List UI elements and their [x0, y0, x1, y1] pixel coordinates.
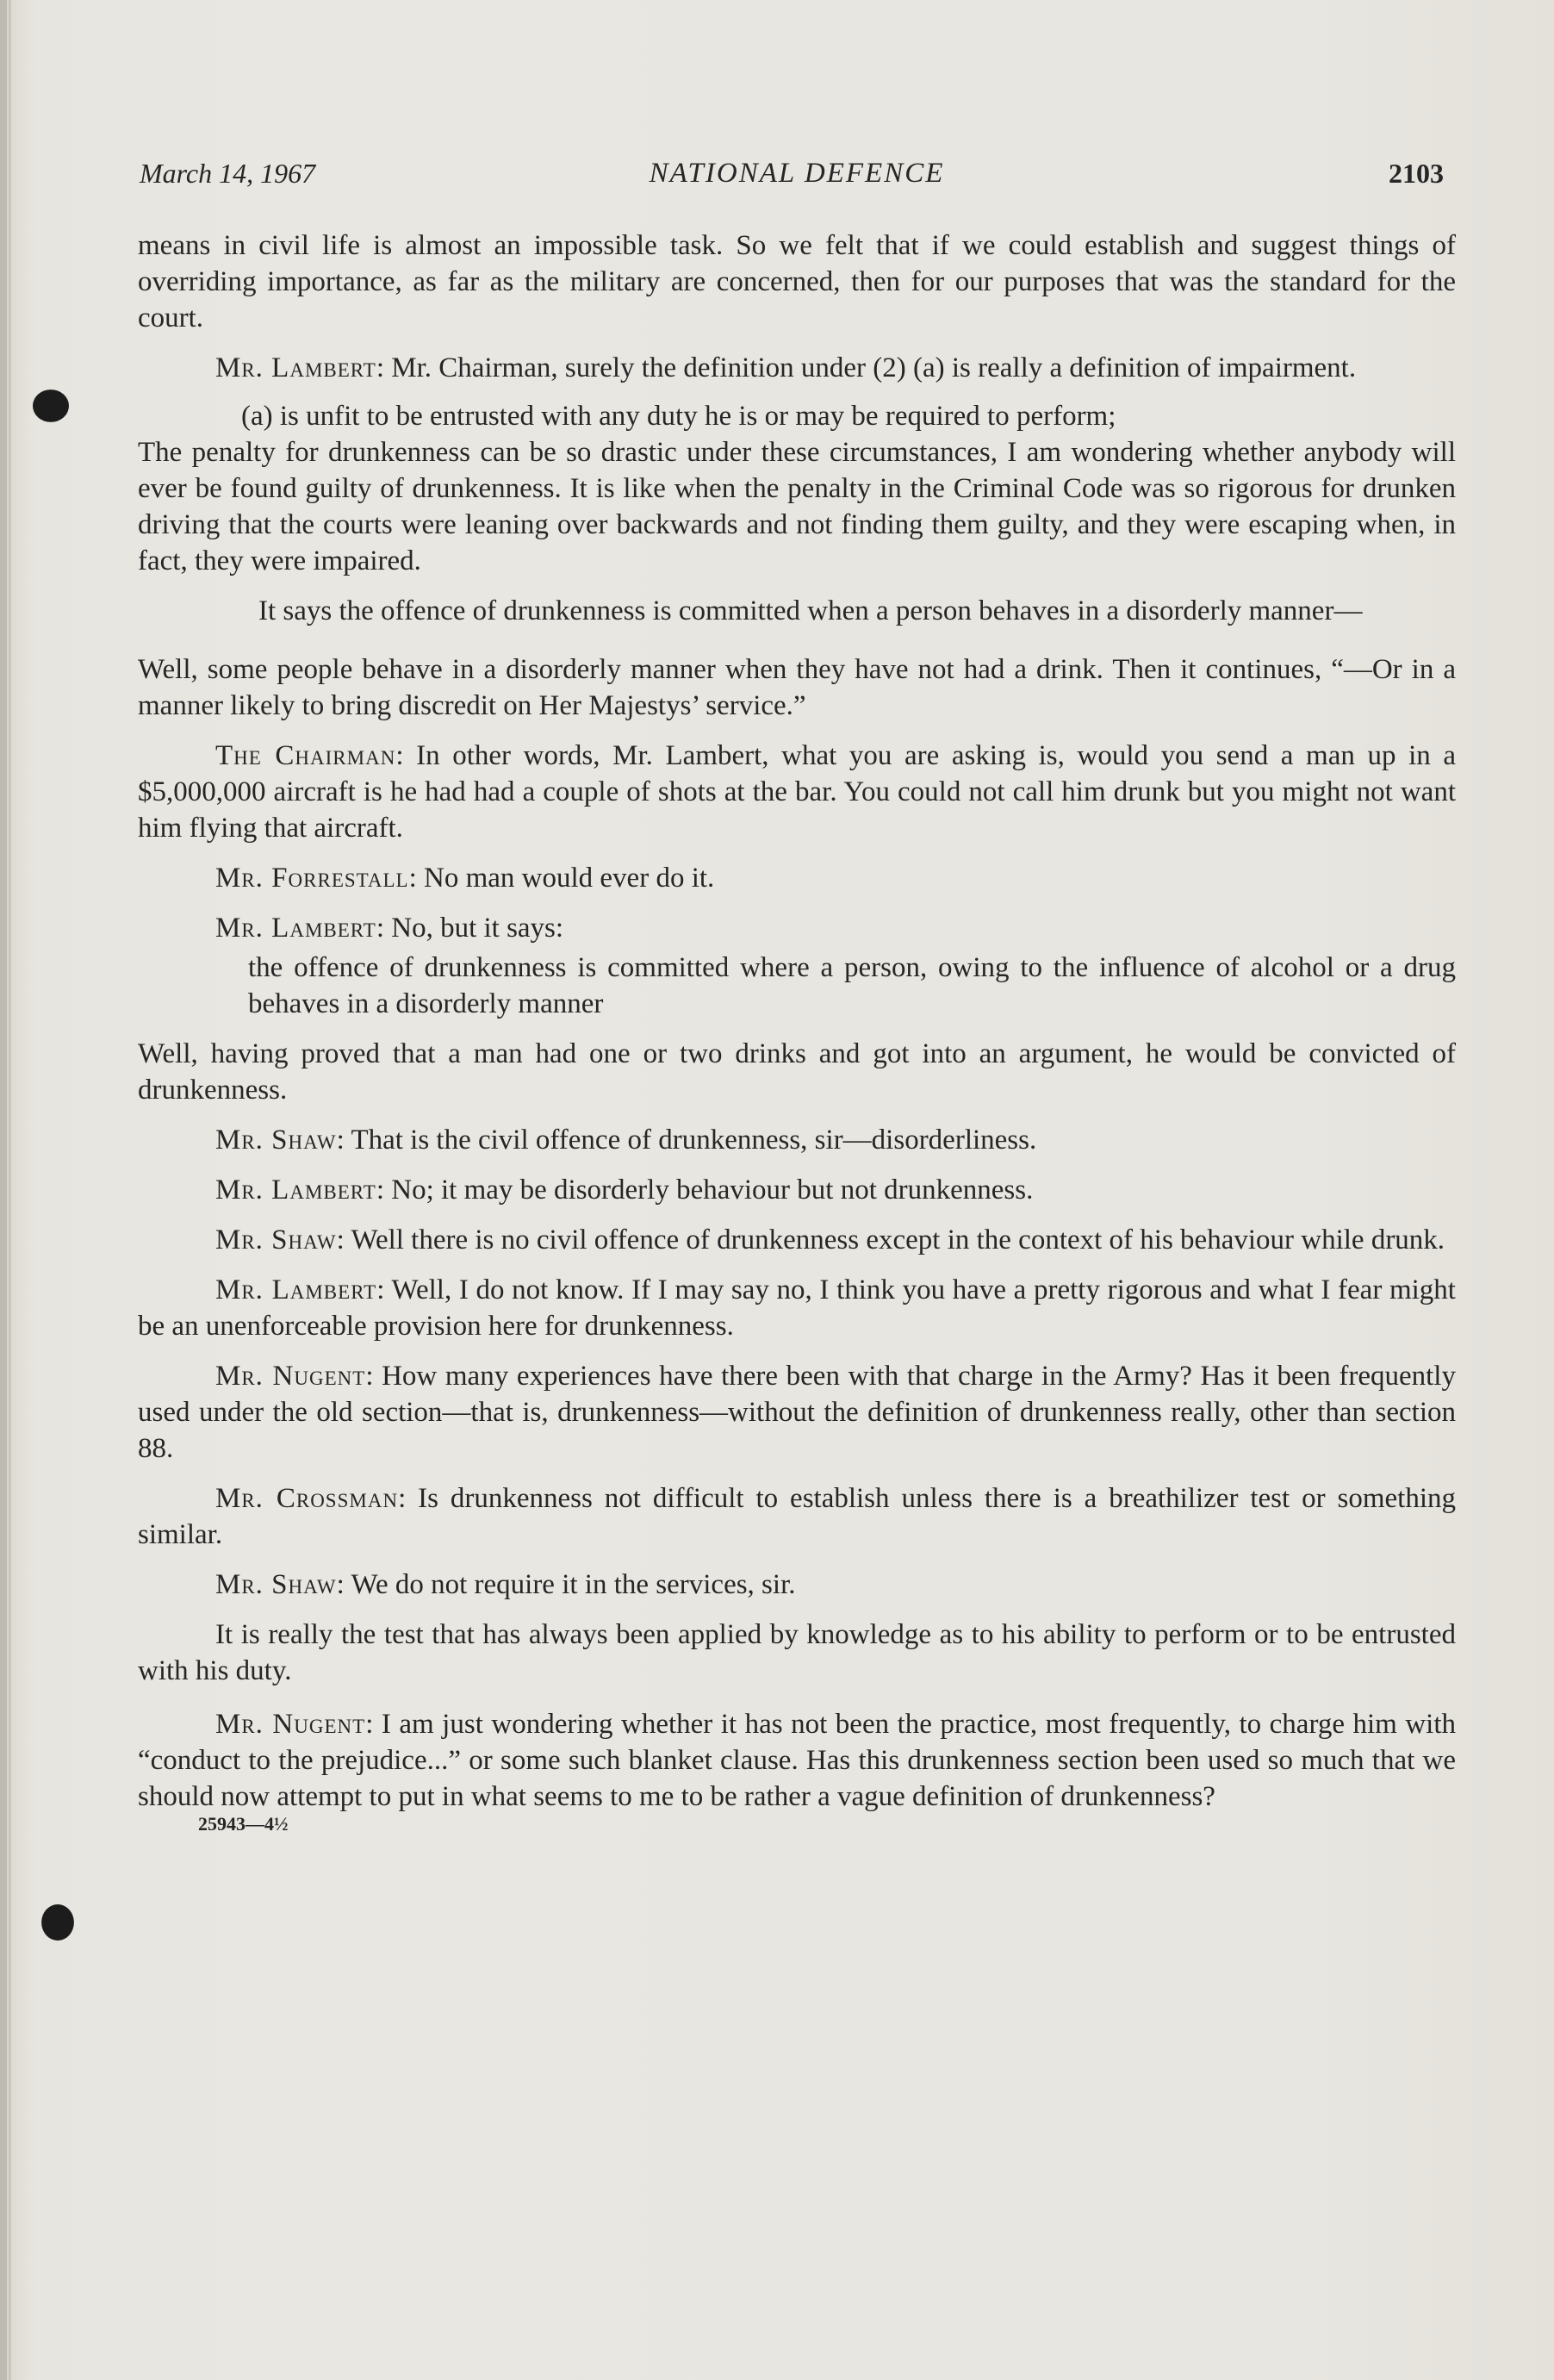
paragraph: Well, having proved that a man had one or two drinks and got into an argument, he would be convicted of drunkenness.: [138, 1038, 1456, 1106]
speech-paragraph: [138, 860, 1456, 896]
speaker-name: Mr. Shaw: [215, 1569, 337, 1600]
speaker-name: Mr. Lambert: [215, 352, 376, 383]
header-title: NATIONAL DEFENCE: [649, 158, 945, 189]
page-body: [138, 155, 1456, 1842]
speech-paragraph: [138, 1172, 1456, 1208]
speech-text: : No, but it says:: [376, 913, 564, 944]
speech-text: : No; it may be disorderly behaviour but not drunkenness.: [376, 1174, 1034, 1206]
speech-text: : No man would ever do it.: [408, 863, 715, 894]
punch-hole: [33, 389, 69, 422]
header-date: March 14, 1967: [140, 158, 316, 189]
speech-paragraph: [138, 350, 1456, 386]
speaker-name: Mr. Lambert: [215, 1274, 377, 1305]
speaker-name: Mr. Shaw: [215, 1224, 337, 1255]
speech-paragraph: [138, 1222, 1456, 1258]
running-header: [138, 155, 1456, 202]
page-number: 2103: [1389, 158, 1444, 189]
speech-paragraph: [138, 1480, 1456, 1553]
quoted-text: the offence of drunkenness is committed where a person, owing to the influence of alcohol or a drug behaves in a disorderly manner: [248, 952, 1456, 1019]
print-code: 25943—4½: [198, 1813, 289, 1835]
speaker-name: Mr. Lambert: [215, 913, 376, 944]
speaker-name: Mr. Nugent: [215, 1709, 366, 1740]
speech-text: : Mr. Chairman, surely the definition under (2) (a) is really a definition of impairment.: [376, 352, 1357, 383]
speaker-name: Mr. Crossman: [215, 1483, 399, 1514]
quoted-text: It says the offence of drunkenness is committed when a person behaves in a disorderly manner—: [258, 595, 1363, 626]
speech-text: : That is the civil offence of drunkenness, sir—disorderliness.: [336, 1125, 1037, 1156]
speech-paragraph: [138, 1122, 1456, 1158]
speaker-name: Mr. Shaw: [215, 1125, 337, 1156]
speech-text: : Is drunkenness not difficult to establish unless there is a breathilizer test or something similar.: [138, 1483, 1456, 1550]
speech-paragraph: [138, 1272, 1456, 1344]
speech-text: : I am just wondering whether it has not been the practice, most frequently, to charge him with “conduct to the prejudice...” or some such blanket clause. Has this drunkenness section been used so much that we should now attempt to put in what seems to me to be rather a vague definition of drunkenness?: [138, 1709, 1456, 1812]
speech-text: : Well, I do not know. If I may say no, I think you have a pretty rigorous and what I fear might be an unenforceable provision here for drunkenness.: [138, 1274, 1456, 1342]
paragraph: Well, some people behave in a disorderly manner when they have not had a drink. Then it continues, “—Or in a manner likely to bring discredit on Her Majestys’ service.”: [138, 654, 1456, 721]
speech-paragraph: [138, 910, 1456, 946]
speaker-name: Mr. Forrestall: [215, 863, 409, 894]
speech-paragraph: [138, 1358, 1456, 1467]
speaker-name: Mr. Lambert: [215, 1174, 376, 1206]
speaker-name: The Chairman: [215, 740, 396, 771]
speaker-name: Mr. Nugent: [215, 1361, 366, 1392]
paragraph: It is really the test that has always been applied by knowledge as to his ability to perform or to be entrusted with his duty.: [138, 1619, 1456, 1686]
binding-edge: [0, 0, 7, 2380]
speech-text: : Well there is no civil offence of drunkenness except in the context of his behaviour while drunk.: [336, 1224, 1445, 1255]
speech-text: : In other words, Mr. Lambert, what you are asking is, would you send a man up in a $5,000,000 aircraft is he had had a couple of shots at the bar. You could not call him drunk but you might not want him flying that aircraft.: [138, 740, 1457, 844]
quoted-text: (a) is unfit to be entrusted with any duty he is or may be required to perform;: [241, 401, 1116, 432]
speech-paragraph: [138, 1567, 1456, 1603]
speech-text: : We do not require it in the services, sir.: [336, 1569, 796, 1600]
speech-text: : How many experiences have there been with that charge in the Army? Has it been frequently used under the old section—that is, drunkenness—without the definition of drunkenness really, other than section 88.: [138, 1361, 1456, 1464]
speech-paragraph: [138, 1706, 1456, 1815]
punch-hole: [41, 1904, 74, 1941]
paragraph: means in civil life is almost an impossible task. So we felt that if we could establish and suggest things of overriding importance, as far as the military are concerned, then for our purposes that was the standard for the court.: [138, 230, 1456, 333]
paragraph: The penalty for drunkenness can be so drastic under these circumstances, I am wondering whether anybody will ever be found guilty of drunkenness. It is like when the penalty in the Criminal Code was so rigorous for drunken driving that the courts were leaning over backwards and not finding them guilty, and they were escaping when, in fact, they were impaired.: [138, 437, 1456, 576]
binding-line: [9, 0, 11, 2380]
speech-paragraph: [138, 738, 1456, 846]
